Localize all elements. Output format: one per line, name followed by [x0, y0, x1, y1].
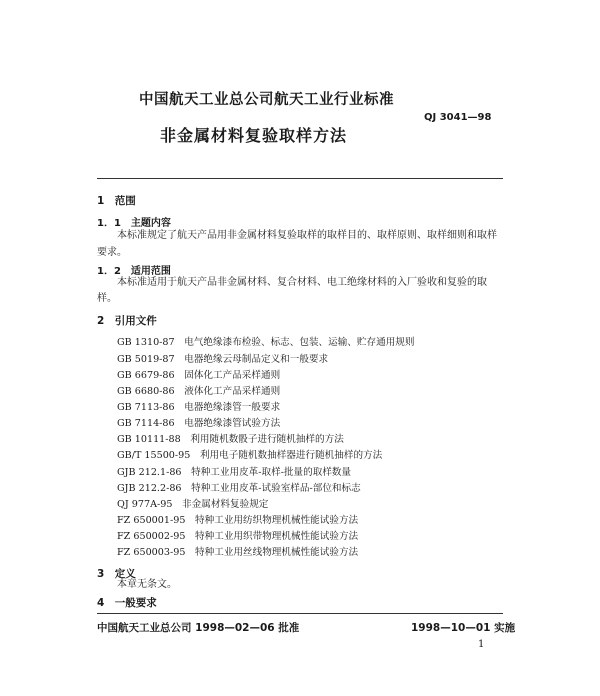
section-1-1-text-line1: 本标准规定了航天产品用非金属材料复验取样的取样目的、取样原则、取样细则和取样 [117, 230, 497, 241]
reference-item: GB 7114-86 电器绝缘漆管试验方法 [117, 418, 281, 429]
reference-item: GB 6679-86 固体化工产品采样通则 [117, 370, 281, 381]
issuing-organization: 中国航天工业总公司航天工业行业标准 [139, 92, 394, 108]
section-1-2-text-line1: 本标准适用于航天产品非金属材料、复合材料、电工绝缘材料的入厂验收和复验的取 [117, 277, 487, 288]
section-4-heading: 4 一般要求 [97, 597, 157, 609]
reference-item: FZ 650001-95 特种工业用纺织物理机械性能试验方法 [117, 515, 359, 526]
implementation-date: 1998—10—01 实施 [411, 622, 516, 634]
header-divider [97, 178, 503, 179]
section-1-1-heading: 1．1 主题内容 [97, 218, 171, 229]
reference-item: GB 5019-87 电器绝缘云母制品定义和一般要求 [117, 354, 329, 365]
reference-item: GB 7113-86 电器绝缘漆管一般要求 [117, 402, 281, 413]
section-1-2-text-line2: 样。 [97, 293, 117, 304]
section-1-2-heading: 1．2 适用范围 [97, 266, 171, 277]
reference-item: GB 1310-87 电气绝缘漆布检验、标志、包装、运输、贮存通用规则 [117, 337, 415, 348]
section-2-heading: 2 引用文件 [97, 315, 157, 327]
reference-item: GJB 212.2-86 特种工业用皮革-试验室样品-部位和标志 [117, 483, 361, 494]
approval-date: 中国航天工业总公司 1998—02—06 批准 [97, 622, 300, 634]
reference-item: GB 10111-88 利用随机数骰子进行随机抽样的方法 [117, 434, 344, 445]
reference-item: GB/T 15500-95 利用电子随机数抽样器进行随机抽样的方法 [117, 450, 383, 461]
reference-item: GB 6680-86 液体化工产品采样通则 [117, 386, 281, 397]
footer-divider [97, 613, 503, 614]
section-1-1-text-line2: 要求。 [97, 247, 127, 258]
reference-item: FZ 650002-95 特种工业用织带物理机械性能试验方法 [117, 531, 359, 542]
page-number: 1 [478, 639, 485, 650]
section-1-heading: 1 范围 [97, 195, 136, 207]
section-3-heading: 3 定义 [97, 568, 136, 580]
reference-item: FZ 650003-95 特种工业用丝线物理机械性能试验方法 [117, 547, 359, 558]
reference-item: GJB 212.1-86 特种工业用皮革-取样-批量的取样数量 [117, 467, 352, 478]
standard-number: QJ 3041—98 [424, 112, 492, 123]
section-3-text: 本章无条文。 [117, 579, 177, 590]
document-title: 非金属材料复验取样方法 [160, 126, 348, 145]
reference-item: QJ 977A-95 非金属材料复验规定 [117, 499, 269, 510]
